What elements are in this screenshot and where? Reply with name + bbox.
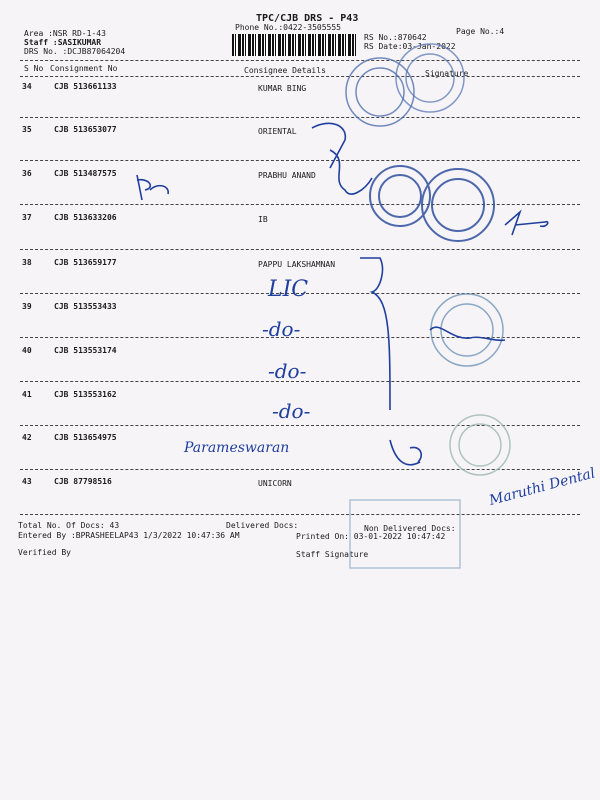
row-consignee: KUMAR BING [258, 84, 307, 93]
row-consignee: PRABHU ANAND [258, 171, 316, 180]
row43-name-handwriting: Parameswaran [184, 440, 290, 456]
row38-bracket [360, 258, 390, 410]
column-consignee: Consignee Details [244, 66, 326, 75]
rs-number: RS No.:870642 [364, 33, 427, 42]
row-divider [20, 381, 580, 382]
row-consignment: CJB 513553433 [54, 302, 117, 311]
column-sno: S No [24, 64, 44, 73]
row-sno: 41 [22, 390, 32, 399]
row36-initials [137, 175, 168, 200]
phone-number: Phone No.:0422-3505555 [235, 23, 341, 32]
row-consignment: CJB 513633206 [54, 213, 117, 222]
row-divider [20, 469, 580, 470]
row-divider [20, 249, 580, 250]
row-sno: 42 [22, 433, 32, 442]
page-number: Page No.:4 [456, 27, 505, 36]
row-consignee: ORIENTAL [258, 127, 297, 136]
row-sno: 39 [22, 302, 32, 311]
header-divider-bottom [20, 76, 580, 77]
document-title: TPC/CJB DRS - P43 [256, 13, 359, 24]
drs-number: DRS No. :DCJB87064204 [24, 47, 126, 56]
row-sno: 38 [22, 258, 32, 267]
row-consignment: CJB 513661133 [54, 82, 117, 91]
office-stamp [431, 294, 503, 366]
row-consignment: CJB 87798516 [54, 477, 112, 486]
column-signature: Signature [425, 69, 469, 78]
row-consignment: CJB 513653077 [54, 125, 117, 134]
row-sno: 34 [22, 82, 32, 91]
row42-signature [390, 440, 421, 465]
row-sno: 43 [22, 477, 32, 486]
row-consignment: CJB 513487575 [54, 169, 117, 178]
header-divider-top [20, 60, 580, 61]
row39-handwriting: LIC [268, 277, 309, 302]
row-consignee: PAPPU LAKSHAMNAN [258, 260, 336, 269]
area-label: Area :NSR RD-1-43 [24, 29, 106, 38]
barcode [232, 34, 356, 56]
row-sno: 37 [22, 213, 32, 222]
row-consignment: CJB 513553174 [54, 346, 117, 355]
row40-handwriting: -do- [262, 317, 301, 341]
row-divider [20, 425, 580, 426]
row-sno: 36 [22, 169, 32, 178]
row-consignee: IB [258, 215, 268, 224]
rs-date: RS Date:03-Jan-2022 [364, 42, 456, 51]
faint-stamp [450, 415, 510, 475]
delivered-docs: Delivered Docs: [226, 521, 299, 530]
row42-handwriting: -do- [272, 399, 311, 423]
row-consignment: CJB 513553162 [54, 390, 117, 399]
row41-handwriting: -do- [268, 359, 307, 383]
verified-by: Verified By [18, 548, 71, 557]
total-docs: Total No. Of Docs: 43 [18, 521, 120, 530]
printed-on: Printed On: 03-01-2022 10:47:42 [296, 532, 446, 541]
row-consignee: UNICORN [258, 479, 292, 488]
row37-signature [505, 212, 548, 235]
column-consignment: Consignment No [50, 64, 118, 73]
staff-signature-label: Staff Signature [296, 550, 369, 559]
row-consignment: CJB 513654975 [54, 433, 117, 442]
row-divider [20, 204, 580, 205]
unicorn-signature: Maruthi Dental [487, 465, 597, 510]
row-sno: 40 [22, 346, 32, 355]
company-stamp-top [346, 58, 414, 126]
staff-label: Staff :SASIKUMAR [24, 38, 102, 47]
row39-stamp-scribble [430, 327, 505, 340]
row-divider [20, 293, 580, 294]
non-delivered-docs: Non Delivered Docs: [364, 524, 456, 533]
row-divider [20, 117, 580, 118]
row-divider [20, 337, 580, 338]
row35-signature-stroke [312, 123, 372, 194]
row-divider [20, 160, 580, 161]
row-sno: 35 [22, 125, 32, 134]
row-consignment: CJB 513659177 [54, 258, 117, 267]
row-divider [20, 514, 580, 515]
entered-by: Entered By :BPRASHEELAP43 1/3/2022 10:47:36 AM [18, 531, 240, 540]
